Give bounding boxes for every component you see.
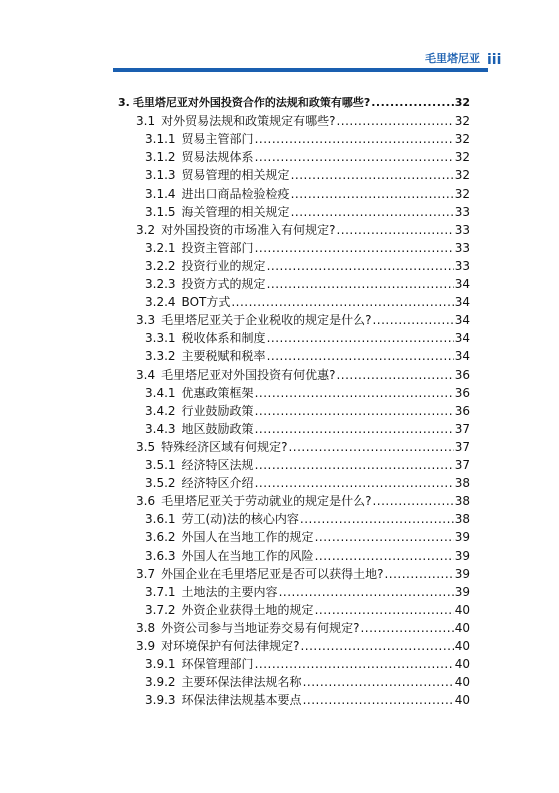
toc-entry-page: 34 bbox=[454, 349, 470, 364]
toc-entry-number: 3.6.1 bbox=[145, 512, 176, 527]
toc-entry-page: 40 bbox=[454, 620, 470, 635]
toc-leader-dots bbox=[255, 150, 454, 164]
toc-entry-page: 36 bbox=[454, 367, 470, 382]
toc-leader-dots bbox=[315, 603, 454, 617]
toc-entry-number: 3.2.4 bbox=[145, 295, 176, 310]
toc-entry-page: 38 bbox=[454, 476, 470, 491]
toc-leader-dots bbox=[336, 114, 453, 128]
toc-entry-number: 3.4.2 bbox=[145, 403, 176, 418]
toc-entry-number: 3.6 bbox=[136, 494, 156, 509]
toc-entry-page: 37 bbox=[454, 458, 470, 472]
toc-leader-dots bbox=[255, 422, 454, 436]
toc-entry-number: 3.2.3 bbox=[145, 277, 176, 291]
toc-entry-label: 劳工(动)法的核心内容 bbox=[181, 512, 299, 527]
toc-entry[interactable] bbox=[136, 440, 470, 454]
toc-entry[interactable] bbox=[136, 114, 470, 128]
toc-leader-dots bbox=[267, 259, 454, 273]
toc-entry[interactable] bbox=[136, 368, 470, 382]
toc-entry-number: 3.7 bbox=[136, 566, 156, 581]
toc-entry-number: 3.1.1 bbox=[145, 132, 176, 147]
toc-entry-page: 37 bbox=[454, 439, 470, 454]
toc-entry-number: 3.4.3 bbox=[145, 421, 176, 436]
toc-entry-page: 32 bbox=[454, 150, 470, 165]
toc-leader-dots bbox=[372, 313, 453, 327]
toc-entry-number: 3.4 bbox=[136, 367, 156, 382]
toc-entry-number: 3.1 bbox=[136, 114, 156, 129]
toc-entry-page: 34 bbox=[454, 331, 470, 346]
toc-entry-number: 3.5.1 bbox=[145, 458, 176, 472]
toc-entry-label: 外资企业获得土地的规定 bbox=[181, 602, 314, 617]
toc-leader-dots bbox=[231, 295, 453, 309]
toc-entry-number: 3.1.5 bbox=[145, 204, 176, 219]
toc-leader-dots bbox=[291, 205, 454, 219]
toc-leader-dots bbox=[255, 657, 454, 671]
toc-entry-label: 对外国投资的市场准入有何规定? bbox=[161, 222, 336, 237]
toc-entry-label: 投资行业的规定 bbox=[181, 258, 266, 273]
toc-entry[interactable] bbox=[145, 295, 470, 309]
toc-entry-number: 3.9.1 bbox=[145, 657, 176, 672]
toc-entry[interactable] bbox=[145, 458, 470, 472]
toc-leader-dots bbox=[303, 675, 454, 689]
toc-entry-page: 33 bbox=[454, 204, 470, 219]
toc-entry-page: 34 bbox=[454, 295, 470, 310]
toc-entry-page: 40 bbox=[454, 639, 470, 653]
toc-entry-page: 39 bbox=[454, 566, 470, 581]
toc-leader-dots bbox=[288, 440, 453, 454]
toc-entry-label: 外资公司参与当地证券交易有何规定? bbox=[161, 620, 360, 635]
toc-entry-page: 39 bbox=[454, 584, 470, 599]
toc-entry-label: 地区鼓励政策 bbox=[181, 421, 254, 436]
toc-entry-label: 毛里塔尼亚关于劳动就业的规定是什么? bbox=[161, 494, 372, 509]
toc-entry-page: 39 bbox=[454, 548, 470, 563]
toc-entry[interactable] bbox=[145, 205, 470, 219]
toc-entry-page: 39 bbox=[454, 530, 470, 545]
toc-entry-page: 33 bbox=[454, 240, 470, 255]
toc-leader-dots bbox=[255, 241, 454, 255]
toc-entry-page: 32 bbox=[454, 96, 470, 109]
toc-leader-dots bbox=[315, 530, 454, 544]
toc-entry[interactable] bbox=[136, 313, 470, 327]
toc-entry-label: BOT方式 bbox=[181, 295, 231, 310]
toc-entry-number: 3.8 bbox=[136, 620, 156, 635]
toc-entry-number: 3.9.2 bbox=[145, 675, 176, 690]
toc-entry-page: 40 bbox=[454, 675, 470, 690]
toc-leader-dots bbox=[336, 368, 453, 382]
toc-entry-number: 3.1.3 bbox=[145, 168, 176, 183]
toc-entry-number: 3.6.3 bbox=[145, 548, 176, 563]
toc-leader-dots bbox=[267, 277, 454, 291]
toc-entry[interactable] bbox=[145, 168, 470, 182]
toc-leader-dots bbox=[384, 567, 453, 581]
toc-entry-number: 3.1.4 bbox=[145, 186, 176, 201]
toc-entry-label: 环保管理部门 bbox=[181, 657, 254, 672]
toc-entry-number: 3.2 bbox=[136, 222, 156, 237]
toc-entry-page: 33 bbox=[454, 222, 470, 237]
toc-entry[interactable] bbox=[145, 549, 470, 563]
toc-entry[interactable] bbox=[145, 476, 470, 490]
toc-entry-number: 3.3.2 bbox=[145, 349, 176, 364]
toc-entry[interactable] bbox=[145, 150, 470, 164]
toc-entry-page: 34 bbox=[454, 277, 470, 291]
toc-entry-label: 对外贸易法规和政策规定有哪些? bbox=[161, 114, 336, 129]
toc-entry-page: 38 bbox=[454, 494, 470, 509]
page-number: iii bbox=[487, 52, 502, 68]
toc-leader-dots bbox=[291, 187, 454, 201]
toc-entry[interactable] bbox=[145, 657, 470, 671]
toc-entry-label: 毛里塔尼亚对外国投资有何优惠? bbox=[161, 367, 336, 382]
toc-entry-page: 33 bbox=[454, 258, 470, 273]
toc-entry[interactable] bbox=[136, 567, 470, 581]
toc-leader-dots bbox=[300, 512, 454, 526]
toc-leader-dots bbox=[255, 476, 454, 490]
toc-leader-dots bbox=[267, 331, 454, 345]
running-header-title: 毛里塔尼亚 bbox=[425, 52, 480, 65]
toc-leader-dots bbox=[300, 639, 453, 653]
toc-entry-label: 外国企业在毛里塔尼亚是否可以获得土地? bbox=[161, 566, 384, 581]
toc-entry-label: 行业鼓励政策 bbox=[181, 403, 254, 418]
toc-entry[interactable] bbox=[136, 621, 470, 635]
toc-entry-page: 32 bbox=[454, 186, 470, 201]
toc-entry-number: 3.5.2 bbox=[145, 476, 176, 491]
toc-entry[interactable] bbox=[145, 603, 470, 617]
toc-entry-number: 3.6.2 bbox=[145, 530, 176, 545]
toc-entry-page: 40 bbox=[454, 602, 470, 617]
toc-entry-label: 贸易法规体系 bbox=[181, 150, 254, 165]
toc-entry[interactable] bbox=[145, 585, 470, 599]
toc-entry-label: 特殊经济区域有何规定? bbox=[161, 439, 288, 454]
toc-leader-dots bbox=[360, 621, 453, 635]
toc-entry-number: 3. bbox=[118, 96, 130, 109]
toc-entry[interactable] bbox=[136, 223, 470, 237]
toc-entry-label: 经济特区法规 bbox=[181, 458, 254, 472]
toc-entry-page: 32 bbox=[454, 114, 470, 129]
toc-leader-dots bbox=[279, 585, 454, 599]
toc-entry[interactable] bbox=[145, 422, 470, 436]
toc-entry[interactable] bbox=[145, 530, 470, 544]
toc-entry[interactable] bbox=[145, 386, 470, 400]
toc-entry-label: 贸易管理的相关规定 bbox=[181, 168, 290, 183]
toc-entry-label: 优惠政策框架 bbox=[181, 385, 254, 400]
toc-entry[interactable] bbox=[145, 404, 470, 418]
toc-entry-label: 贸易主管部门 bbox=[181, 132, 254, 147]
toc-entry-number: 3.1.2 bbox=[145, 150, 176, 165]
toc-leader-dots bbox=[255, 404, 454, 418]
toc-entry-page: 36 bbox=[454, 403, 470, 418]
toc-entry[interactable] bbox=[145, 349, 470, 363]
toc-leader-dots bbox=[315, 549, 454, 563]
toc-entry-page: 40 bbox=[454, 693, 470, 708]
toc-entry-number: 3.3.1 bbox=[145, 331, 176, 346]
toc-entry-label: 外国人在当地工作的风险 bbox=[181, 548, 314, 563]
toc-leader-dots bbox=[255, 458, 454, 472]
toc-entry-label: 主要税赋和税率 bbox=[181, 349, 266, 364]
toc-entry-label: 对环境保护有何法律规定? bbox=[161, 639, 300, 653]
toc-entry[interactable] bbox=[145, 693, 470, 707]
toc-entry-page: 38 bbox=[454, 512, 470, 527]
toc-entry-label: 主要环保法律法规名称 bbox=[181, 675, 302, 690]
toc-entry[interactable] bbox=[145, 675, 470, 689]
toc-entry-page: 32 bbox=[454, 168, 470, 183]
toc-leader-dots bbox=[255, 132, 454, 146]
toc-entry-page: 34 bbox=[454, 313, 470, 328]
toc-leader-dots bbox=[291, 168, 454, 182]
toc-entry[interactable] bbox=[136, 639, 470, 653]
toc-entry-number: 3.9 bbox=[136, 639, 156, 653]
toc-entry-label: 海关管理的相关规定 bbox=[181, 204, 290, 219]
toc-entry-label: 经济特区介绍 bbox=[181, 476, 254, 491]
toc-entry-label: 外国人在当地工作的规定 bbox=[181, 530, 314, 545]
toc-entry-label: 投资方式的规定 bbox=[181, 277, 266, 291]
toc-entry[interactable] bbox=[145, 259, 470, 273]
toc-entry-number: 3.2.2 bbox=[145, 258, 176, 273]
toc-entry[interactable] bbox=[145, 512, 470, 526]
toc-entry-label: 进出口商品检验检疫 bbox=[181, 186, 290, 201]
toc-entry[interactable] bbox=[145, 132, 470, 146]
toc-entry-label: 毛里塔尼亚对外国投资合作的法规和政策有哪些? bbox=[132, 96, 371, 109]
toc-entry-label: 税收体系和制度 bbox=[181, 331, 266, 346]
toc-entry-number: 3.5 bbox=[136, 439, 156, 454]
toc-entry-label: 环保法律法规基本要点 bbox=[181, 693, 302, 708]
toc-entry-number: 3.9.3 bbox=[145, 693, 176, 708]
toc-entry-number: 3.7.2 bbox=[145, 602, 176, 617]
toc-leader-dots bbox=[267, 349, 454, 363]
toc-entry-page: 32 bbox=[454, 132, 470, 147]
toc-entry-number: 3.7.1 bbox=[145, 584, 176, 599]
toc-entry[interactable] bbox=[145, 277, 470, 291]
toc-entry-number: 3.3 bbox=[136, 313, 156, 328]
toc-entry-page: 36 bbox=[454, 385, 470, 400]
toc-entry[interactable] bbox=[145, 331, 470, 345]
toc-leader-dots bbox=[255, 386, 454, 400]
toc-entry-number: 3.2.1 bbox=[145, 240, 176, 255]
toc-entry-page: 37 bbox=[454, 421, 470, 436]
toc-entry[interactable] bbox=[145, 241, 470, 255]
toc-entry[interactable] bbox=[145, 187, 470, 201]
toc-entry-label: 毛里塔尼亚关于企业税收的规定是什么? bbox=[161, 313, 372, 328]
toc-entry[interactable] bbox=[118, 96, 470, 110]
toc-entry-page: 40 bbox=[454, 657, 470, 672]
toc-leader-dots bbox=[372, 494, 453, 508]
toc-entry-label: 土地法的主要内容 bbox=[181, 584, 278, 599]
toc-entry[interactable] bbox=[136, 494, 470, 508]
toc-leader-dots bbox=[303, 693, 454, 707]
toc-entry-label: 投资主管部门 bbox=[181, 240, 254, 255]
toc-entry-number: 3.4.1 bbox=[145, 385, 176, 400]
toc-leader-dots bbox=[371, 96, 453, 110]
toc-leader-dots bbox=[336, 223, 453, 237]
